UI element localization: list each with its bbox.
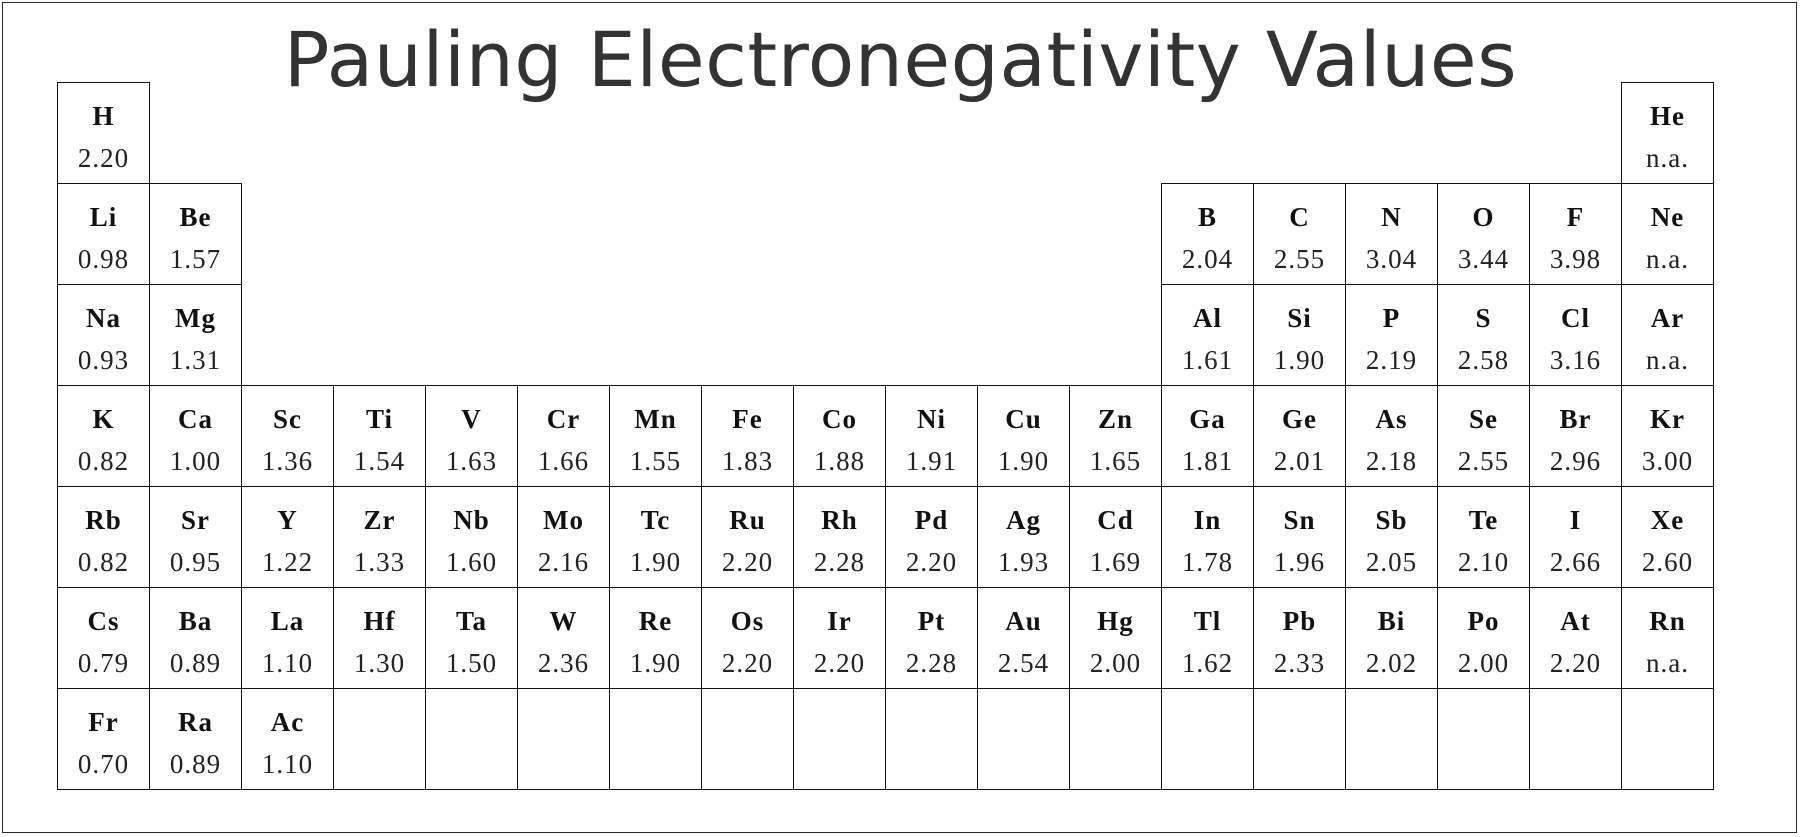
element-cell-ge xyxy=(1253,385,1346,487)
element-cell-s xyxy=(1437,284,1530,386)
electronegativity-value: 2.20 xyxy=(721,547,774,577)
element-symbol: Zn xyxy=(1097,404,1134,434)
electronegativity-value: n.a. xyxy=(1646,143,1689,173)
element-symbol: Mg xyxy=(175,303,216,333)
electronegativity-value: 0.70 xyxy=(77,749,130,779)
empty-cell xyxy=(1345,688,1438,790)
electronegativity-value: 1.36 xyxy=(261,446,314,476)
element-cell-ag xyxy=(977,486,1070,588)
element-cell-al xyxy=(1161,284,1254,386)
element-symbol: Pb xyxy=(1282,606,1317,636)
element-cell-cu xyxy=(977,385,1070,487)
element-symbol: Na xyxy=(86,303,121,333)
element-cell-p xyxy=(1345,284,1438,386)
empty-cell xyxy=(885,688,978,790)
electronegativity-value: 2.60 xyxy=(1641,547,1694,577)
electronegativity-value: 1.90 xyxy=(997,446,1050,476)
electronegativity-value: 0.82 xyxy=(77,446,130,476)
element-symbol: Ar xyxy=(1650,303,1685,333)
element-symbol: Cl xyxy=(1561,303,1590,333)
element-cell-te xyxy=(1437,486,1530,588)
element-cell-n xyxy=(1345,183,1438,285)
electronegativity-value: 1.90 xyxy=(1273,345,1326,375)
electronegativity-value: 0.79 xyxy=(77,648,130,678)
electronegativity-value: 1.65 xyxy=(1089,446,1142,476)
electronegativity-value: 1.83 xyxy=(721,446,774,476)
element-cell-ca xyxy=(149,385,242,487)
element-cell-cd xyxy=(1069,486,1162,588)
element-cell-pt xyxy=(885,587,978,689)
element-cell-at xyxy=(1529,587,1622,689)
element-symbol: Ti xyxy=(365,404,394,434)
electronegativity-value: 1.66 xyxy=(537,446,590,476)
element-cell-si xyxy=(1253,284,1346,386)
element-cell-sc xyxy=(241,385,334,487)
element-symbol: Sb xyxy=(1375,505,1408,535)
element-cell-mg xyxy=(149,284,242,386)
electronegativity-value: 1.22 xyxy=(261,547,314,577)
element-symbol: Zr xyxy=(363,505,396,535)
element-cell-i xyxy=(1529,486,1622,588)
electronegativity-value: 2.96 xyxy=(1549,446,1602,476)
element-symbol: Rh xyxy=(821,505,858,535)
element-symbol: Ac xyxy=(270,707,305,737)
element-cell-kr xyxy=(1621,385,1714,487)
element-cell-ar xyxy=(1621,284,1714,386)
element-symbol: P xyxy=(1382,303,1401,333)
element-symbol: Ir xyxy=(827,606,852,636)
electronegativity-value: 1.81 xyxy=(1181,446,1234,476)
electronegativity-value: 1.63 xyxy=(445,446,498,476)
element-cell-li xyxy=(57,183,150,285)
element-symbol: Li xyxy=(89,202,118,232)
electronegativity-value: 1.60 xyxy=(445,547,498,577)
empty-cell xyxy=(425,688,518,790)
electronegativity-value: 1.57 xyxy=(169,244,222,274)
element-symbol: Sc xyxy=(273,404,302,434)
element-cell-ni xyxy=(885,385,978,487)
electronegativity-value: 1.33 xyxy=(353,547,406,577)
electronegativity-value: 2.20 xyxy=(721,648,774,678)
electronegativity-value: 1.00 xyxy=(169,446,222,476)
element-symbol: N xyxy=(1381,202,1402,232)
element-symbol: Ne xyxy=(1650,202,1685,232)
element-cell-la xyxy=(241,587,334,689)
electronegativity-value: 2.55 xyxy=(1273,244,1326,274)
element-symbol: Rn xyxy=(1649,606,1686,636)
element-symbol: Co xyxy=(822,404,857,434)
element-symbol: Hg xyxy=(1097,606,1134,636)
electronegativity-value: 1.69 xyxy=(1089,547,1142,577)
empty-cell xyxy=(701,688,794,790)
electronegativity-value: 1.54 xyxy=(353,446,406,476)
electronegativity-value: 2.28 xyxy=(813,547,866,577)
electronegativity-value: 1.10 xyxy=(261,749,314,779)
electronegativity-value: 2.10 xyxy=(1457,547,1510,577)
element-cell-in xyxy=(1161,486,1254,588)
electronegativity-value: 2.20 xyxy=(905,547,958,577)
element-symbol: Ni xyxy=(917,404,946,434)
element-symbol: Cs xyxy=(87,606,120,636)
element-cell-os xyxy=(701,587,794,689)
element-symbol: Rb xyxy=(85,505,122,535)
element-cell-ba xyxy=(149,587,242,689)
element-symbol: Br xyxy=(1559,404,1592,434)
element-symbol: V xyxy=(461,404,482,434)
empty-cell xyxy=(793,688,886,790)
electronegativity-value: 2.18 xyxy=(1365,446,1418,476)
electronegativity-value: 1.50 xyxy=(445,648,498,678)
electronegativity-value: 1.31 xyxy=(169,345,222,375)
element-cell-zn xyxy=(1069,385,1162,487)
element-symbol: S xyxy=(1475,303,1492,333)
element-cell-rn xyxy=(1621,587,1714,689)
element-symbol: Tc xyxy=(640,505,671,535)
element-cell-cr xyxy=(517,385,610,487)
electronegativity-value: 3.00 xyxy=(1641,446,1694,476)
element-symbol: Hf xyxy=(363,606,396,636)
electronegativity-value: 2.16 xyxy=(537,547,590,577)
element-symbol: Pt xyxy=(917,606,946,636)
element-symbol: Se xyxy=(1469,404,1498,434)
element-symbol: K xyxy=(92,404,115,434)
element-symbol: Fr xyxy=(88,707,119,737)
electronegativity-value: 0.89 xyxy=(169,749,222,779)
element-cell-na xyxy=(57,284,150,386)
element-cell-ga xyxy=(1161,385,1254,487)
element-cell-pb xyxy=(1253,587,1346,689)
element-cell-sr xyxy=(149,486,242,588)
element-cell-f xyxy=(1529,183,1622,285)
electronegativity-value: 0.93 xyxy=(77,345,130,375)
empty-cell xyxy=(1161,688,1254,790)
element-cell-zr xyxy=(333,486,426,588)
element-symbol: Fe xyxy=(732,404,763,434)
element-symbol: I xyxy=(1569,505,1582,535)
electronegativity-value: 1.30 xyxy=(353,648,406,678)
element-cell-bi xyxy=(1345,587,1438,689)
electronegativity-value: 3.04 xyxy=(1365,244,1418,274)
element-cell-hf xyxy=(333,587,426,689)
electronegativity-value: 2.01 xyxy=(1273,446,1326,476)
electronegativity-value: n.a. xyxy=(1646,244,1689,274)
element-cell-c xyxy=(1253,183,1346,285)
electronegativity-value: 2.20 xyxy=(77,143,130,173)
electronegativity-value: 2.55 xyxy=(1457,446,1510,476)
element-cell-pd xyxy=(885,486,978,588)
electronegativity-value: 2.54 xyxy=(997,648,1050,678)
empty-cell xyxy=(1069,688,1162,790)
element-symbol: Ca xyxy=(178,404,213,434)
element-cell-o xyxy=(1437,183,1530,285)
element-cell-xe xyxy=(1621,486,1714,588)
electronegativity-value: 0.82 xyxy=(77,547,130,577)
electronegativity-value: 1.78 xyxy=(1181,547,1234,577)
element-cell-ir xyxy=(793,587,886,689)
element-cell-sn xyxy=(1253,486,1346,588)
element-symbol: Be xyxy=(179,202,212,232)
element-cell-rb xyxy=(57,486,150,588)
electronegativity-value: 2.33 xyxy=(1273,648,1326,678)
element-cell-ru xyxy=(701,486,794,588)
element-symbol: H xyxy=(92,101,115,131)
element-cell-co xyxy=(793,385,886,487)
element-symbol: Os xyxy=(730,606,765,636)
element-cell-h xyxy=(57,82,150,184)
element-cell-au xyxy=(977,587,1070,689)
electronegativity-value: 2.20 xyxy=(813,648,866,678)
electronegativity-value: 2.28 xyxy=(905,648,958,678)
element-cell-rh xyxy=(793,486,886,588)
element-symbol: Xe xyxy=(1650,505,1685,535)
element-symbol: W xyxy=(549,606,578,636)
element-symbol: Al xyxy=(1193,303,1222,333)
element-cell-se xyxy=(1437,385,1530,487)
element-cell-po xyxy=(1437,587,1530,689)
element-cell-w xyxy=(517,587,610,689)
empty-cell xyxy=(977,688,1070,790)
electronegativity-value: 2.20 xyxy=(1549,648,1602,678)
electronegativity-value: 2.66 xyxy=(1549,547,1602,577)
element-cell-re xyxy=(609,587,702,689)
element-symbol: Re xyxy=(638,606,673,636)
electronegativity-value: 1.93 xyxy=(997,547,1050,577)
element-symbol: He xyxy=(1650,101,1685,131)
element-cell-hg xyxy=(1069,587,1162,689)
element-symbol: Ag xyxy=(1006,505,1041,535)
empty-cell xyxy=(609,688,702,790)
electronegativity-value: 2.00 xyxy=(1457,648,1510,678)
electronegativity-value: 2.05 xyxy=(1365,547,1418,577)
element-symbol: Ge xyxy=(1282,404,1317,434)
element-symbol: B xyxy=(1197,202,1217,232)
electronegativity-value: 1.62 xyxy=(1181,648,1234,678)
electronegativity-value: n.a. xyxy=(1646,345,1689,375)
element-cell-ta xyxy=(425,587,518,689)
electronegativity-value: 2.04 xyxy=(1181,244,1234,274)
element-symbol: Au xyxy=(1005,606,1042,636)
electronegativity-value: 3.98 xyxy=(1549,244,1602,274)
element-cell-tl xyxy=(1161,587,1254,689)
element-cell-ac xyxy=(241,688,334,790)
electronegativity-value: 1.61 xyxy=(1181,345,1234,375)
electronegativity-value: 2.02 xyxy=(1365,648,1418,678)
electronegativity-value: n.a. xyxy=(1646,648,1689,678)
element-symbol: O xyxy=(1472,202,1495,232)
element-symbol: Sr xyxy=(181,505,210,535)
electronegativity-value: 0.98 xyxy=(77,244,130,274)
element-symbol: Kr xyxy=(1650,404,1685,434)
electronegativity-value: 3.44 xyxy=(1457,244,1510,274)
element-cell-cs xyxy=(57,587,150,689)
element-cell-he xyxy=(1621,82,1714,184)
electronegativity-value: 1.96 xyxy=(1273,547,1326,577)
element-cell-ra xyxy=(149,688,242,790)
element-symbol: C xyxy=(1289,202,1310,232)
element-cell-tc xyxy=(609,486,702,588)
element-cell-ne xyxy=(1621,183,1714,285)
element-symbol: Y xyxy=(277,505,298,535)
empty-cell xyxy=(1253,688,1346,790)
electronegativity-value: 1.88 xyxy=(813,446,866,476)
element-symbol: Tl xyxy=(1193,606,1222,636)
element-symbol: Pd xyxy=(914,505,949,535)
element-cell-cl xyxy=(1529,284,1622,386)
electronegativity-value: 1.90 xyxy=(629,648,682,678)
element-cell-sb xyxy=(1345,486,1438,588)
electronegativity-value: 3.16 xyxy=(1549,345,1602,375)
element-symbol: La xyxy=(270,606,305,636)
element-cell-nb xyxy=(425,486,518,588)
element-symbol: F xyxy=(1566,202,1585,232)
element-cell-k xyxy=(57,385,150,487)
element-cell-be xyxy=(149,183,242,285)
empty-cell xyxy=(1437,688,1530,790)
electronegativity-value: 0.89 xyxy=(169,648,222,678)
element-symbol: Cr xyxy=(546,404,581,434)
element-symbol: Sn xyxy=(1283,505,1316,535)
element-cell-as xyxy=(1345,385,1438,487)
element-cell-mo xyxy=(517,486,610,588)
empty-cell xyxy=(517,688,610,790)
element-cell-mn xyxy=(609,385,702,487)
element-symbol: Ru xyxy=(729,505,766,535)
element-symbol: Cd xyxy=(1097,505,1134,535)
electronegativity-value: 2.19 xyxy=(1365,345,1418,375)
element-cell-ti xyxy=(333,385,426,487)
electronegativity-value: 1.10 xyxy=(261,648,314,678)
element-symbol: Ba xyxy=(178,606,213,636)
element-symbol: Si xyxy=(1287,303,1312,333)
empty-cell xyxy=(1529,688,1622,790)
element-symbol: As xyxy=(1375,404,1408,434)
element-symbol: Ga xyxy=(1189,404,1226,434)
element-cell-y xyxy=(241,486,334,588)
electronegativity-value: 0.95 xyxy=(169,547,222,577)
element-symbol: Mo xyxy=(543,505,584,535)
element-symbol: Nb xyxy=(453,505,490,535)
element-symbol: Bi xyxy=(1377,606,1406,636)
electronegativity-value: 2.58 xyxy=(1457,345,1510,375)
electronegativity-value: 2.00 xyxy=(1089,648,1142,678)
element-symbol: Ta xyxy=(455,606,488,636)
element-symbol: Mn xyxy=(634,404,677,434)
element-cell-v xyxy=(425,385,518,487)
empty-cell xyxy=(1621,688,1714,790)
element-symbol: Cu xyxy=(1005,404,1042,434)
electronegativity-value: 1.55 xyxy=(629,446,682,476)
page-title: Pauling Electronegativity Values xyxy=(283,15,1518,104)
element-symbol: In xyxy=(1193,505,1222,535)
electronegativity-value: 1.90 xyxy=(629,547,682,577)
element-symbol: Ra xyxy=(178,707,213,737)
element-cell-b xyxy=(1161,183,1254,285)
element-symbol: At xyxy=(1560,606,1591,636)
element-cell-fr xyxy=(57,688,150,790)
empty-cell xyxy=(333,688,426,790)
electronegativity-value: 2.36 xyxy=(537,648,590,678)
element-symbol: Te xyxy=(1468,505,1499,535)
element-symbol: Po xyxy=(1467,606,1500,636)
electronegativity-value: 1.91 xyxy=(905,446,958,476)
element-cell-br xyxy=(1529,385,1622,487)
element-cell-fe xyxy=(701,385,794,487)
